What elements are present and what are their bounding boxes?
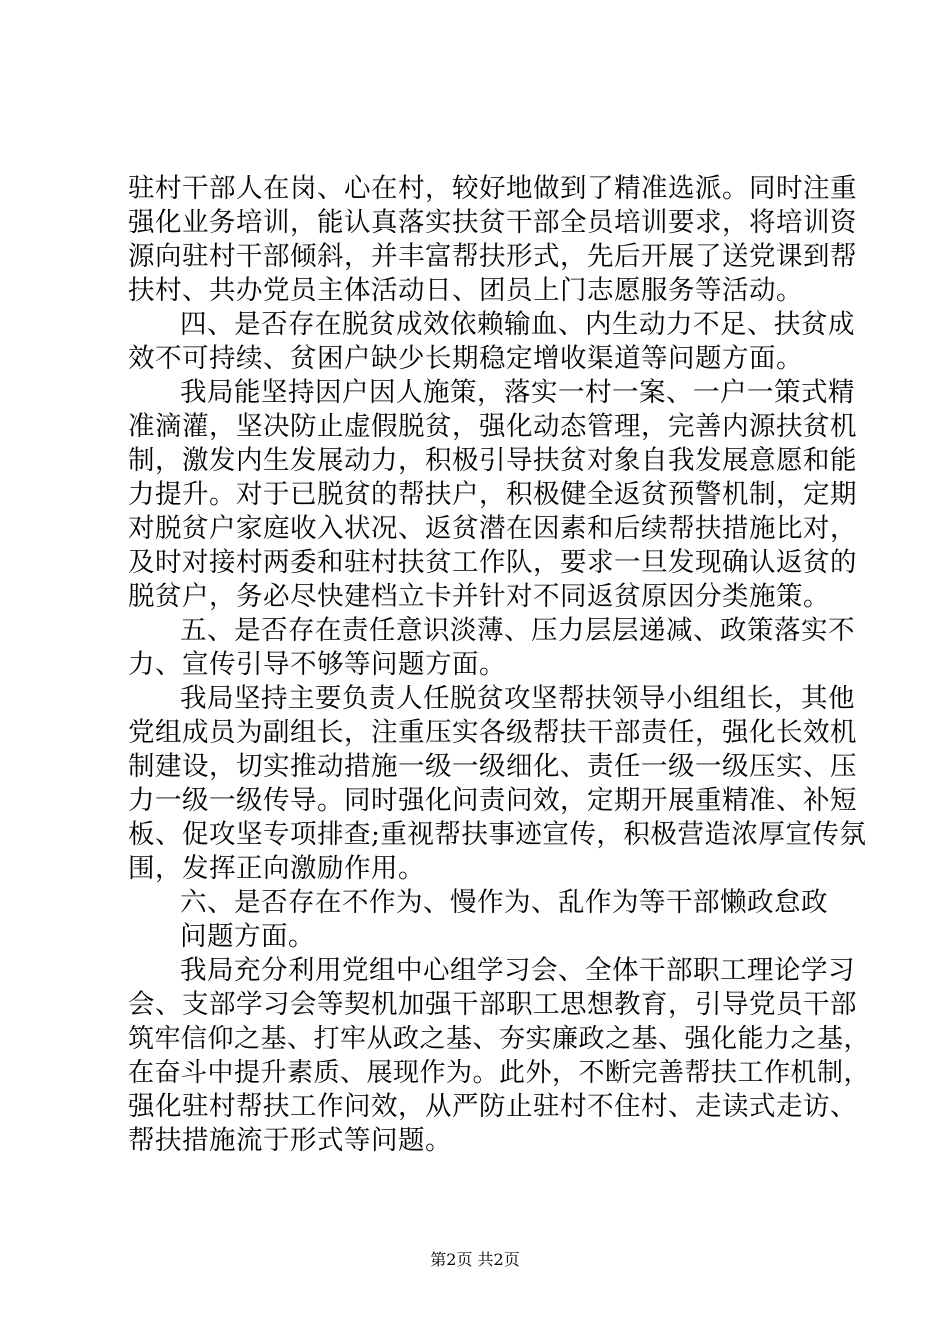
text-line: 力一级一级传导。同时强化问责问效，定期开展重精准、补短 (128, 785, 857, 816)
text-line: 四、是否存在脱贫成效依赖输血、内生动力不足、扶贫成 (180, 309, 855, 340)
text-line: 强化驻村帮扶工作问效，从严防止驻村不住村、走读式走访、 (128, 1091, 857, 1122)
text-line: 帮扶措施流于形式等问题。 (128, 1125, 452, 1156)
text-line: 及时对接村两委和驻村扶贫工作队，要求一旦发现确认返贫的 (128, 547, 857, 578)
text-line: 力、宣传引导不够等问题方面。 (128, 649, 506, 680)
text-line: 六、是否存在不作为、慢作为、乱作为等干部懒政怠政 (180, 887, 828, 918)
text-line: 我局坚持主要负责人任脱贫攻坚帮扶领导小组组长，其他 (180, 683, 855, 714)
text-line: 板、促攻坚专项排查;重视帮扶事迹宣传，积极营造浓厚宣传氛 (128, 819, 867, 850)
text-line: 五、是否存在责任意识淡薄、压力层层递减、政策落实不 (180, 615, 855, 646)
text-line: 围，发挥正向激励作用。 (128, 853, 425, 884)
text-line: 强化业务培训，能认真落实扶贫干部全员培训要求，将培训资 (128, 207, 857, 238)
text-line: 脱贫户，务必尽快建档立卡并针对不同返贫原因分类施策。 (128, 581, 830, 612)
text-line: 在奋斗中提升素质、展现作为。此外，不断完善帮扶工作机制， (128, 1058, 871, 1088)
text-line: 制，激发内生发展动力，积极引导扶贫对象自我发展意愿和能 (128, 445, 857, 476)
text-line: 力提升。对于已脱贫的帮扶户，积极健全返贫预警机制，定期 (128, 479, 857, 510)
page-number-footer: 第2页 共2页 (430, 1250, 520, 1269)
text-line: 我局充分利用党组中心组学习会、全体干部职工理论学习 (180, 955, 855, 986)
text-line: 扶村、共办党员主体活动日、团员上门志愿服务等活动。 (128, 275, 803, 306)
text-line: 党组成员为副组长，注重压实各级帮扶干部责任，强化长效机 (128, 717, 857, 748)
text-line: 源向驻村干部倾斜，并丰富帮扶形式，先后开展了送党课到帮 (128, 241, 857, 272)
text-line: 制建设，切实推动措施一级一级细化、责任一级一级压实、压 (128, 751, 857, 782)
text-line: 准滴灌，坚决防止虚假脱贫，强化动态管理，完善内源扶贫机 (128, 411, 857, 442)
text-line: 问题方面。 (180, 921, 315, 952)
text-line: 会、支部学习会等契机加强干部职工思想教育，引导党员干部 (128, 989, 857, 1020)
text-line: 筑牢信仰之基、打牢从政之基、夯实廉政之基、强化能力之基， (128, 1024, 871, 1054)
text-line: 我局能坚持因户因人施策，落实一村一案、一户一策式精 (180, 377, 855, 408)
text-line: 效不可持续、贫困户缺少长期稳定增收渠道等问题方面。 (128, 343, 803, 374)
text-line: 对脱贫户家庭收入状况、返贫潜在因素和后续帮扶措施比对， (128, 513, 857, 544)
text-line: 驻村干部人在岗、心在村，较好地做到了精准选派。同时注重 (128, 173, 857, 204)
